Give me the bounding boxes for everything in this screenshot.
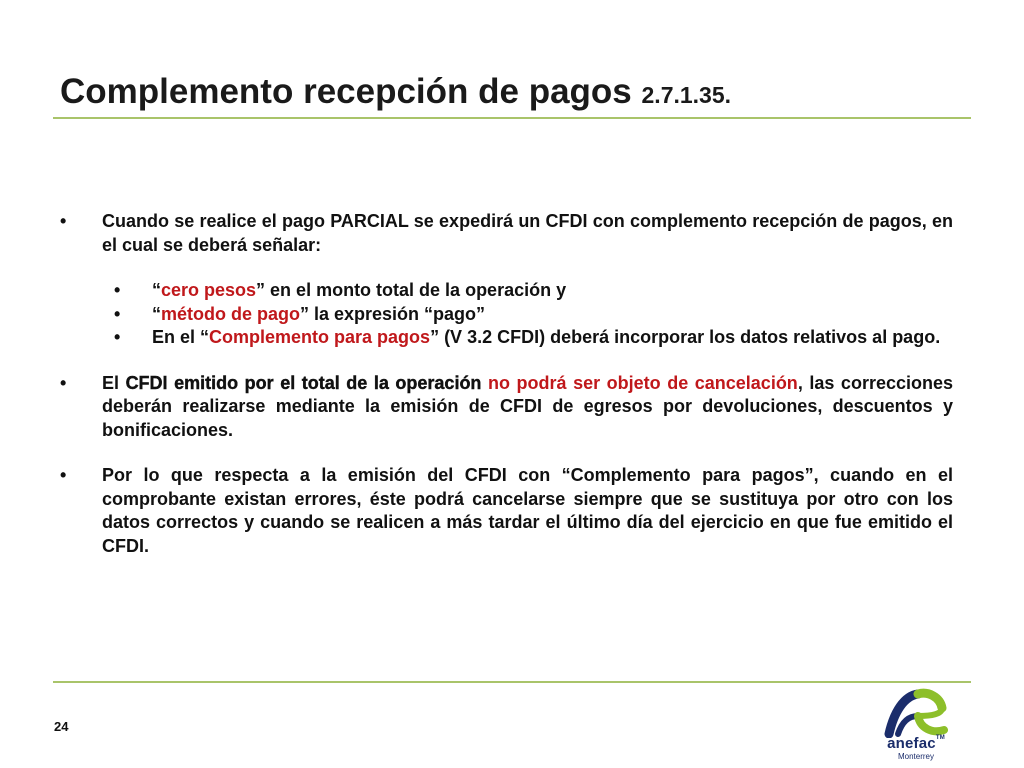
bullet-marker: • — [60, 465, 67, 485]
text-fragment: En el “ — [152, 327, 210, 347]
sub-item-complemento-para-pagos — [102, 326, 953, 350]
emphasis-text: CFDI emitido por el total de la operación — [125, 372, 482, 393]
paragraph-text: Por lo que respecta a la emisión del CFDI con “Complemento para pagos”, cuando en el comprobante existan errores, éste podrá cancelarse siempre que se sustituya por otro con los datos correctos y cuando se realicen a más tardar el último día del ejercicio en que fue emitido el CFDI. — [102, 465, 953, 556]
sub-item-cero-pesos — [102, 279, 953, 303]
highlight-text: cero pesos — [161, 280, 257, 300]
slide-title — [60, 72, 731, 112]
anefac-logo-icon — [884, 688, 948, 738]
footer-divider — [53, 681, 971, 683]
anefac-logo — [880, 688, 952, 764]
text-fragment: , las correcciones deberán realizarse mediante la emisión de CFDI de egresos por devoluciones, descuentos y bonificaciones. — [102, 372, 953, 440]
page-number: 24 — [54, 719, 69, 734]
logo-wordmark — [880, 735, 952, 752]
bullet-marker: • — [114, 280, 121, 300]
bullet-item-pago-parcial — [60, 210, 953, 350]
bullet-marker: • — [60, 211, 67, 231]
logo-city: Monterrey — [897, 752, 934, 761]
title-divider — [53, 117, 971, 119]
highlight-text: no podrá ser objeto de cancelación — [488, 372, 798, 393]
paragraph-text: Cuando se realice el pago PARCIAL se expedirá un CFDI con complemento recepción de pagos, en el cual se deberá señalar: — [102, 211, 953, 255]
highlight-text: Complemento para pagos — [209, 327, 431, 347]
bullet-marker: • — [114, 303, 121, 324]
bullet-marker: • — [114, 327, 121, 347]
text-fragment: “ — [152, 303, 161, 324]
logo-name-text: anefac — [887, 735, 936, 752]
text-fragment: ” en el monto total de la operación y — [256, 280, 567, 300]
section-number: 2.7.1.35. — [641, 82, 732, 108]
trademark-symbol: TM — [935, 735, 945, 741]
text-fragment: ” (V 3.2 CFDI) deberá incorporar los datos relativos al pago. — [430, 327, 941, 347]
slide-body — [60, 210, 953, 558]
bullet-item-complemento-errores — [60, 464, 953, 558]
title-text: Complemento recepción de pagos — [60, 72, 632, 111]
bullet-item-cancelacion — [60, 372, 953, 443]
sub-list — [102, 279, 953, 350]
text-fragment: El — [102, 372, 126, 393]
text-fragment: ” la expresión “pago” — [300, 303, 486, 324]
sub-item-metodo-de-pago — [102, 303, 953, 327]
bullet-marker: • — [60, 372, 67, 393]
highlight-text: método de pago — [161, 303, 300, 324]
text-fragment: “ — [152, 280, 161, 300]
